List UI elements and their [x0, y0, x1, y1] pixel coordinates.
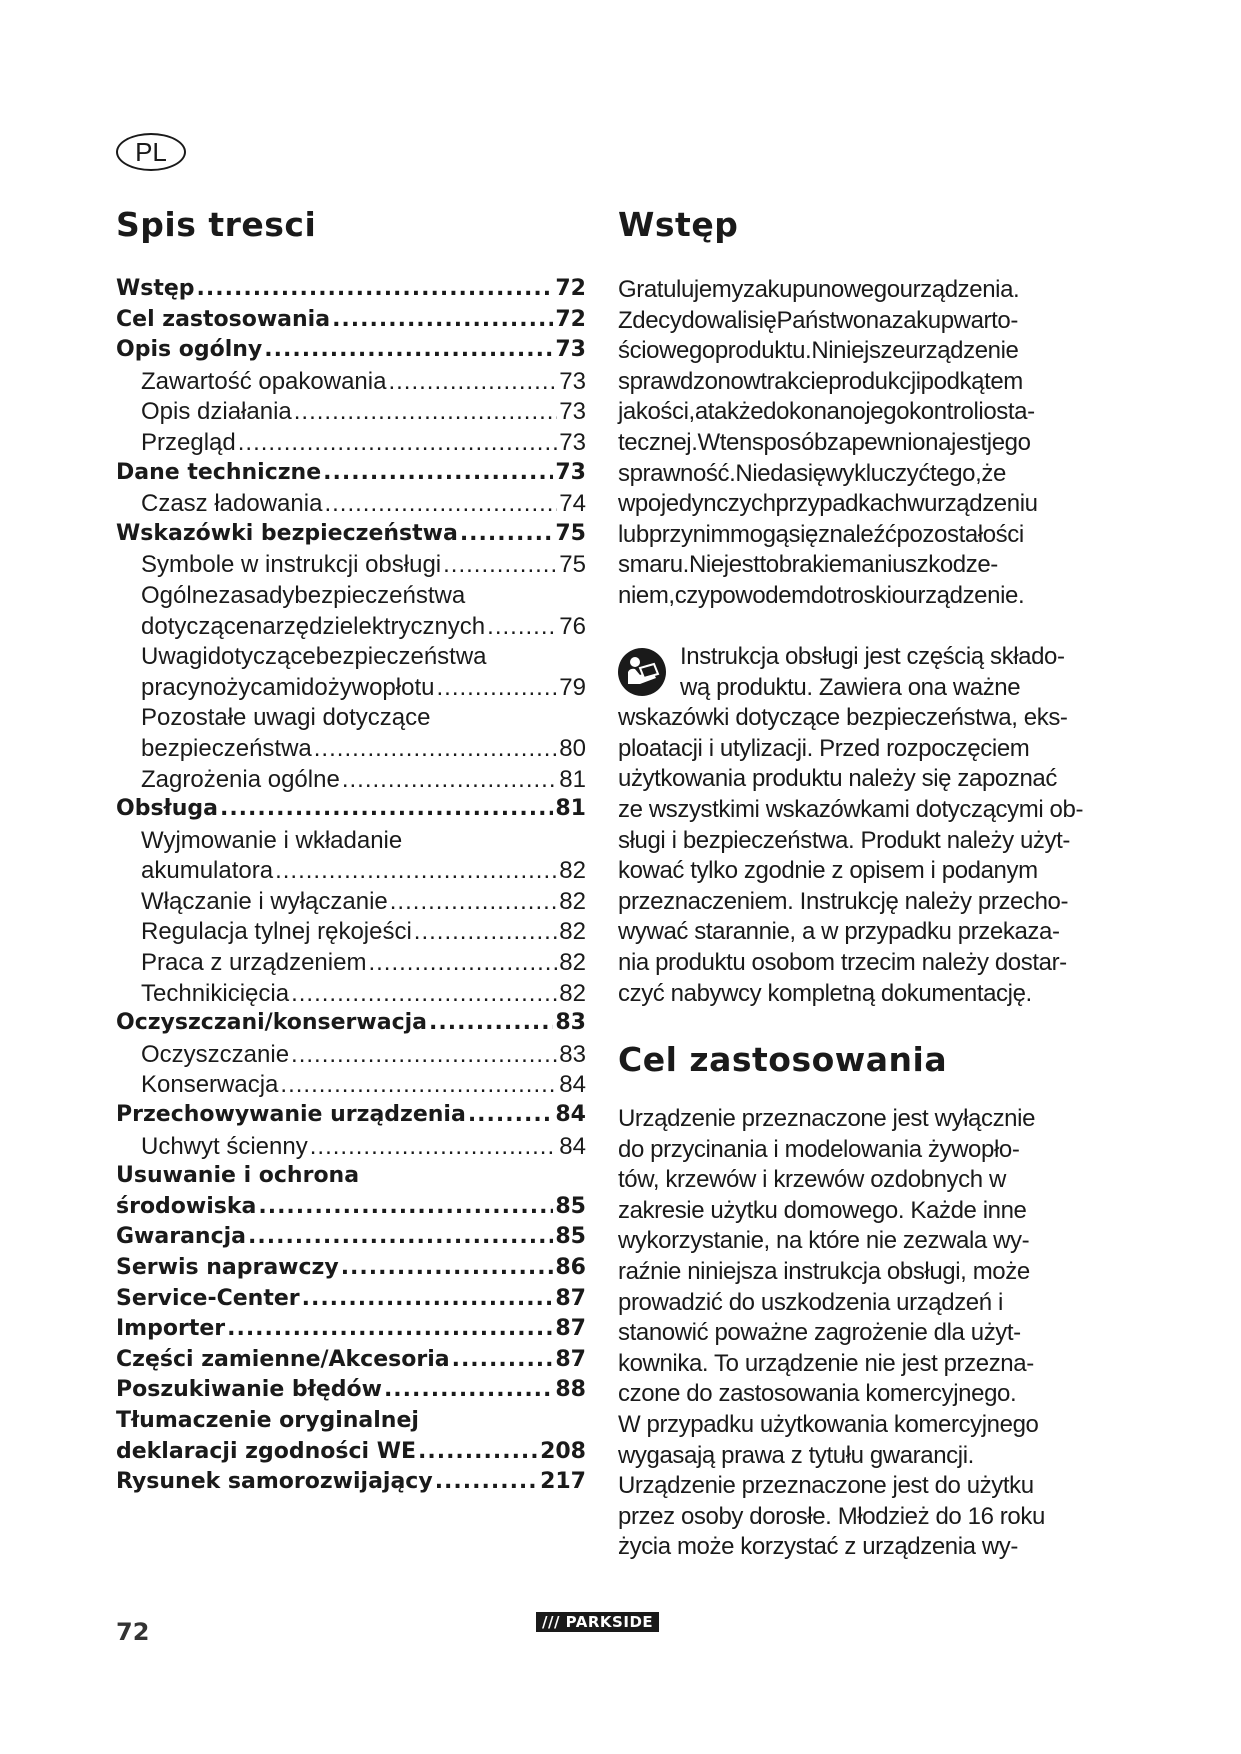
text-line: użytkowania produktu należy się zapoznać: [618, 765, 1057, 793]
toc-entry-page: 82: [559, 949, 586, 977]
text-line: jakości,atakżedokonanojegokontroliosta-: [618, 398, 1035, 426]
toc-entry-page: 75: [555, 520, 586, 546]
text-line: tów, krzewów i krzewów ozdobnych w: [618, 1166, 1006, 1194]
text-line: Instrukcja obsługi jest częścią składo-: [680, 643, 1065, 670]
language-badge: PL: [116, 133, 186, 171]
toc-entry-label: pracynożycamidożywopłotu: [141, 673, 435, 701]
toc-entry-label: Uchwyt ścienny: [141, 1132, 308, 1160]
leader-dots: [414, 918, 558, 946]
toc-entry-label: Konserwacja: [141, 1071, 279, 1099]
toc-entry[interactable]: [116, 1041, 586, 1072]
text-line: raźnie niniejsza instrukcja obsługi, może: [618, 1257, 1030, 1285]
toc-entry[interactable]: [116, 796, 586, 827]
toc-entry-label: Importer: [116, 1316, 226, 1342]
toc-entry-label: Opis ogólny: [116, 337, 263, 363]
toc-entry-page: 86: [555, 1255, 586, 1280]
toc-entry-page: 79: [559, 673, 586, 701]
text-line: tecznej.Wtensposóbzapewnionajestjego: [618, 428, 1031, 456]
toc-entry-page: 84: [555, 1102, 586, 1128]
toc-entry-page: 88: [555, 1377, 586, 1403]
toc-entry[interactable]: [116, 1377, 586, 1408]
purpose-heading: Cel zastosowania: [618, 1040, 948, 1079]
leader-dots: [436, 674, 557, 702]
toc-entry[interactable]: [116, 582, 586, 613]
leader-dots: [429, 1010, 553, 1035]
text-line: sprawność.Niedasięwykluczyćtego,że: [618, 459, 1006, 487]
text-line: Urządzenie przeznaczone jest do użytku: [618, 1472, 1034, 1500]
toc-entry[interactable]: [116, 827, 586, 858]
toc-entry-label: Symbole w instrukcji obsługi: [141, 551, 442, 579]
toc-entry[interactable]: [116, 857, 586, 888]
toc-entry-page: 82: [559, 857, 586, 885]
page-number: 72: [116, 1618, 150, 1646]
toc-entry[interactable]: [116, 1316, 586, 1347]
toc-entry-page: 81: [559, 765, 586, 793]
toc-entry-label: Zawartość opakowania: [141, 367, 387, 395]
toc-entry[interactable]: [116, 460, 586, 491]
table-of-contents: [116, 276, 586, 1500]
leader-dots: [314, 735, 558, 763]
toc-entry-page: 84: [559, 1132, 586, 1160]
toc-entry-page: 73: [555, 459, 586, 485]
toc-entry[interactable]: [116, 888, 586, 919]
toc-entry-label: Wskazówki bezpieczeństwa: [116, 520, 458, 546]
toc-entry-label: Uwagidotyczącebezpieczeństwa: [141, 643, 487, 671]
toc-entry[interactable]: [116, 429, 586, 460]
leader-dots: [238, 429, 558, 457]
text-line: przeznaczeniem. Instrukcję należy przecho-: [618, 887, 1069, 915]
toc-entry[interactable]: [116, 1163, 586, 1194]
toc-entry-label: dotyczącenarzędzielektrycznych: [141, 612, 486, 640]
toc-entry[interactable]: [116, 704, 586, 735]
leader-dots: [341, 1255, 554, 1280]
toc-entry[interactable]: [116, 368, 586, 399]
leader-dots: [258, 1194, 553, 1219]
text-line: ze wszystkimi wskazówkami dotyczącymi ob-: [618, 795, 1084, 823]
text-line: wpojedynczychprzypadkachwurządzeniu: [618, 490, 1038, 518]
toc-entry[interactable]: [116, 551, 586, 582]
toc-entry-page: 73: [559, 367, 586, 395]
leader-dots: [294, 398, 558, 426]
toc-entry[interactable]: [116, 674, 586, 705]
toc-entry-label: środowiska: [116, 1193, 257, 1219]
toc-entry[interactable]: [116, 766, 586, 797]
toc-entry[interactable]: [116, 980, 586, 1011]
text-line: niem,czypowodemdotroskiourządzenie.: [618, 581, 1025, 609]
toc-entry[interactable]: [116, 1286, 586, 1317]
text-line: życia może korzystać z urządzenia wy-: [618, 1533, 1018, 1561]
leader-dots: [452, 1347, 554, 1372]
toc-entry-label: Wyjmowanie i wkładanie: [141, 826, 403, 854]
leader-dots: [291, 1041, 557, 1069]
text-line: wykorzystanie, na które nie zezwala wy-: [618, 1227, 1030, 1255]
leader-dots: [460, 521, 554, 546]
purpose-paragraph: [618, 1105, 1098, 1564]
toc-entry-label: Dane techniczne: [116, 459, 322, 485]
toc-entry[interactable]: [116, 1255, 586, 1286]
text-line: wą produktu. Zawiera ona ważne: [680, 673, 1021, 701]
toc-entry[interactable]: [116, 1194, 586, 1225]
text-line: ściowegoproduktu.Niniejszeurządzenie: [618, 337, 1019, 365]
intro-heading: Wstęp: [618, 205, 739, 244]
toc-entry-label: Praca z urządzeniem: [141, 949, 367, 977]
leader-dots: [280, 1071, 557, 1099]
text-line: stanowić poważne zagrożenie dla użyt-: [618, 1319, 1021, 1347]
toc-entry[interactable]: [116, 276, 586, 307]
toc-entry-label: Czasz ładowania: [141, 490, 323, 518]
leader-dots: [220, 796, 553, 821]
leader-dots: [302, 1286, 554, 1311]
toc-entry[interactable]: [116, 1469, 586, 1500]
toc-entry[interactable]: [116, 643, 586, 674]
leader-dots: [342, 766, 557, 794]
text-line: sługi i bezpieczeństwa. Produkt należy użyt-: [618, 826, 1070, 854]
toc-entry-page: 83: [555, 1010, 586, 1036]
toc-entry[interactable]: [116, 490, 586, 521]
text-line: czone do zastosowania komercyjnego.: [618, 1380, 1017, 1408]
toc-entry[interactable]: [116, 1133, 586, 1164]
leader-dots: [388, 368, 557, 396]
toc-entry-page: 82: [559, 979, 586, 1007]
toc-entry-page: 208: [540, 1438, 586, 1464]
text-line: do przycinania i modelowania żywopło-: [618, 1135, 1020, 1163]
toc-entry-label: Rysunek samorozwijający: [116, 1469, 433, 1495]
toc-entry-page: 76: [559, 612, 586, 640]
text-line: sprawdzonowtrakcieprodukcjipodkątem: [618, 367, 1023, 395]
toc-entry-page: 85: [555, 1193, 586, 1219]
toc-entry-label: Włączanie i wyłączanie: [141, 887, 388, 915]
leader-dots: [443, 551, 557, 579]
text-line: czyć nabywcy kompletną dokumentację.: [618, 979, 1032, 1007]
toc-entry[interactable]: [116, 735, 586, 766]
leader-dots: [248, 1224, 553, 1249]
toc-entry[interactable]: [116, 398, 586, 429]
toc-entry-label: Oczyszczanie: [141, 1040, 290, 1068]
toc-entry-page: 73: [555, 337, 586, 363]
toc-entry-label: Obsługa: [116, 796, 218, 822]
intro-paragraph: [618, 276, 1098, 613]
toc-entry-page: 72: [555, 276, 586, 301]
toc-entry-label: Części zamienne/Akcesoria: [116, 1346, 450, 1372]
toc-entry-label: Oczyszczani/konserwacja: [116, 1010, 427, 1036]
text-line: kować tylko zgodnie z opisem i podanym: [618, 857, 1038, 885]
toc-entry-page: 82: [559, 918, 586, 946]
text-line: wywać starannie, a w przypadku przekaza-: [618, 918, 1060, 946]
toc-entry-page: 73: [559, 398, 586, 426]
toc-entry-label: Gwarancja: [116, 1224, 247, 1250]
toc-entry-page: 87: [555, 1346, 586, 1372]
toc-entry[interactable]: [116, 1071, 586, 1102]
leader-dots: [487, 613, 557, 641]
manual-notice-paragraph: [618, 643, 1098, 1010]
toc-entry[interactable]: [116, 613, 586, 644]
toc-entry-page: 87: [555, 1285, 586, 1311]
text-line: wygasają prawa z tytułu gwarancji.: [618, 1441, 974, 1469]
text-line: ploatacji i utylizacji. Przed rozpoczęciem: [618, 734, 1030, 762]
toc-entry-label: Ogólnezasadybezpieczeństwa: [141, 581, 466, 609]
text-line: zakresie użytku domowego. Każde inne: [618, 1196, 1027, 1224]
toc-entry[interactable]: [116, 1224, 586, 1255]
toc-entry-label: deklaracji zgodności WE: [116, 1438, 416, 1464]
leader-dots: [324, 490, 557, 518]
toc-entry-page: 82: [559, 887, 586, 915]
toc-entry-page: 87: [555, 1316, 586, 1342]
leader-dots: [323, 460, 553, 485]
leader-dots: [468, 1102, 554, 1127]
toc-entry-label: akumulatora: [141, 857, 274, 885]
toc-entry-label: Cel zastosowania: [116, 306, 331, 332]
text-line: smaru.Niejesttobrakiemaniuszkodze-: [618, 551, 998, 579]
leader-dots: [264, 337, 553, 362]
leader-dots: [384, 1377, 553, 1402]
leader-dots: [332, 307, 553, 332]
toc-entry[interactable]: [116, 1439, 586, 1470]
toc-entry[interactable]: [116, 1347, 586, 1378]
toc-entry-label: Pozostałe uwagi dotyczące: [141, 704, 431, 732]
text-line: przez osoby dorosłe. Młodzież do 16 roku: [618, 1502, 1045, 1530]
text-line: ZdecydowalisięPaństwonazakupwarto-: [618, 306, 1018, 334]
toc-entry-page: 83: [559, 1040, 586, 1068]
toc-entry-label: Serwis naprawczy: [116, 1255, 339, 1280]
leader-dots: [227, 1316, 553, 1341]
toc-entry[interactable]: [116, 1102, 586, 1133]
toc-entry-label: Wstęp: [116, 276, 195, 301]
leader-dots: [310, 1133, 558, 1161]
toc-entry-label: Zagrożenia ogólne: [141, 765, 340, 793]
text-line: lubprzynimmogąsięznaleźćpozostałości: [618, 520, 1024, 548]
toc-entry-page: 73: [559, 428, 586, 456]
text-line: Gratulujemyzakupunowegourządzenia.: [618, 276, 1020, 303]
toc-entry-label: Regulacja tylnej rękojeści: [141, 918, 412, 946]
toc-title: Spis tresci: [116, 205, 317, 244]
toc-entry-page: 80: [559, 734, 586, 762]
parkside-logo: /// PARKSIDE: [536, 1612, 659, 1632]
toc-entry-page: 85: [555, 1224, 586, 1250]
toc-entry-label: Tłumaczenie oryginalnej: [116, 1407, 419, 1433]
leader-dots: [275, 857, 557, 885]
toc-entry[interactable]: [116, 918, 586, 949]
toc-entry[interactable]: [116, 949, 586, 980]
toc-entry-page: 217: [540, 1469, 586, 1495]
toc-entry-page: 81: [555, 796, 586, 822]
leader-dots: [418, 1439, 538, 1464]
toc-entry[interactable]: [116, 521, 586, 552]
toc-entry-page: 72: [555, 306, 586, 332]
text-line: Urządzenie przeznaczone jest wyłącznie: [618, 1105, 1036, 1132]
toc-entry-label: Technikicięcia: [141, 979, 290, 1007]
toc-entry-label: Usuwanie i ochrona: [116, 1163, 360, 1189]
leader-dots: [197, 276, 554, 301]
toc-entry[interactable]: [116, 337, 586, 368]
leader-dots: [368, 949, 557, 977]
toc-entry-page: 75: [559, 551, 586, 579]
leader-dots: [291, 980, 557, 1008]
leader-dots: [435, 1469, 538, 1494]
toc-entry-page: 74: [559, 490, 586, 518]
toc-entry-label: Przechowywanie urządzenia: [116, 1102, 466, 1128]
leader-dots: [390, 888, 558, 916]
text-line: nia produktu osobom trzecim należy dostar-: [618, 948, 1067, 976]
toc-entry-label: bezpieczeństwa: [141, 734, 312, 762]
text-line: kownika. To urządzenie nie jest przezna-: [618, 1349, 1034, 1377]
toc-entry-page: 84: [559, 1071, 586, 1099]
toc-entry[interactable]: [116, 1010, 586, 1041]
toc-entry-label: Poszukiwanie błędów: [116, 1377, 382, 1403]
text-line: W przypadku użytkowania komercyjnego: [618, 1410, 1039, 1438]
toc-entry[interactable]: [116, 307, 586, 338]
toc-entry-label: Opis działania: [141, 398, 292, 426]
toc-entry-label: Przegląd: [141, 428, 236, 456]
text-line: prowadzić do uszkodzenia urządzeń i: [618, 1288, 1003, 1316]
toc-entry-label: Service-Center: [116, 1285, 300, 1311]
toc-entry[interactable]: [116, 1408, 586, 1439]
text-line: wskazówki dotyczące bezpieczeństwa, eks-: [618, 704, 1068, 732]
